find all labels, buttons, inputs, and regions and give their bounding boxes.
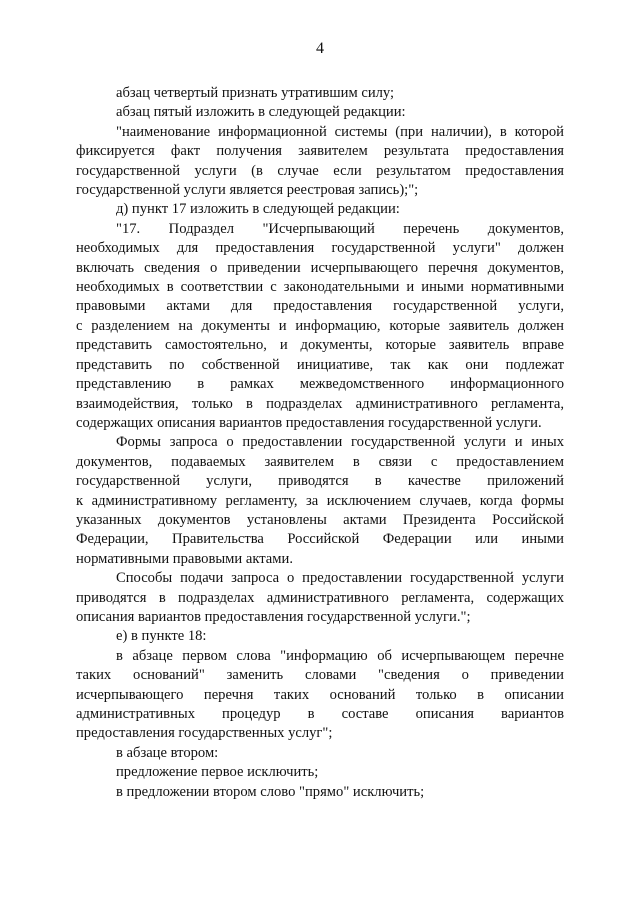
text-line: нормативными правовыми актами. xyxy=(76,550,293,567)
text-line: фиксируется факт получения заявителем результата предоставления xyxy=(76,143,564,160)
text-line: государственной услуги (в случае если результатом предоставления xyxy=(76,162,564,179)
text-line: с разделением на документы и информацию, которые заявитель должен xyxy=(76,317,564,334)
text-line: исчерпывающего перечня таких оснований только в описании xyxy=(76,686,564,703)
text-line: представить по собственной инициативе, так как они подлежат xyxy=(76,356,564,373)
text-line: приводятся в подразделах административного регламента, содержащих xyxy=(76,589,564,606)
text-line: государственной услуги, приводятся в качестве приложений xyxy=(76,473,564,490)
paragraph xyxy=(76,84,564,103)
text-line: д) пункт 17 изложить в следующей редакции: xyxy=(116,201,400,218)
paragraph xyxy=(76,123,564,201)
document-body xyxy=(76,84,564,802)
text-line: таких оснований" заменить словами "сведения о приведении xyxy=(76,667,564,684)
text-line: описания вариантов предоставления государственной услуги."; xyxy=(76,608,471,625)
paragraph xyxy=(76,220,564,433)
text-line: е) в пункте 18: xyxy=(116,628,207,645)
text-line: необходимых для предоставления государственной услуги" должен xyxy=(76,240,564,257)
text-line: в предложении втором слово "прямо" исключить; xyxy=(116,783,425,800)
paragraph xyxy=(76,763,564,782)
text-line: содержащих описания вариантов предоставления государственной услуги. xyxy=(76,414,542,431)
text-line: к административному регламенту, за исключением случаев, когда формы xyxy=(76,492,564,509)
text-line: представить самостоятельно, и документы, которые заявитель вправе xyxy=(76,337,564,354)
text-line: Способы подачи запроса о предоставлении государственной услуги xyxy=(116,570,564,587)
text-line: включать сведения о приведении исчерпывающего перечня документов, xyxy=(76,259,564,276)
paragraph xyxy=(76,783,564,802)
paragraph xyxy=(76,744,564,763)
text-line: Формы запроса о предоставлении государственной услуги и иных xyxy=(116,434,564,451)
text-line: "наименование информационной системы (при наличии), в которой xyxy=(116,123,564,140)
text-line: указанных документов установлены актами Президента Российской xyxy=(76,511,564,528)
text-line: Федерации, Правительства Российской Федерации или иными xyxy=(76,531,564,548)
text-line: в абзаце первом слова "информацию об исчерпывающем перечне xyxy=(116,647,564,664)
text-line: предложение первое исключить; xyxy=(116,764,319,781)
paragraph xyxy=(76,627,564,646)
text-line: абзац четвертый признать утратившим силу; xyxy=(116,85,395,101)
paragraph xyxy=(76,103,564,122)
paragraph xyxy=(76,433,564,569)
text-line: необходимых в соответствии с законодательными и иными нормативными xyxy=(76,279,564,296)
text-line: представлению в рамках межведомственного информационного xyxy=(76,376,564,393)
paragraph xyxy=(76,200,564,219)
text-line: административных процедур в составе описания вариантов xyxy=(76,706,564,722)
paragraph xyxy=(76,569,564,627)
text-line: предоставления государственных услуг"; xyxy=(76,725,333,742)
paragraph xyxy=(76,647,564,744)
text-line: правовыми актами для предоставления государственной услуги, xyxy=(76,298,564,315)
text-line: абзац пятый изложить в следующей редакции: xyxy=(116,104,406,121)
text-line: документов, подаваемых заявителем в связи с предоставлением xyxy=(76,453,564,470)
page-number: 4 xyxy=(316,40,324,57)
text-line: "17. Подраздел "Исчерпывающий перечень документов, xyxy=(116,220,564,237)
text-line: взаимодействия, только в подразделах административного регламента, xyxy=(76,395,564,412)
text-line: государственной услуги является реестровая запись);"; xyxy=(76,182,419,199)
text-line: в абзаце втором: xyxy=(116,744,219,761)
